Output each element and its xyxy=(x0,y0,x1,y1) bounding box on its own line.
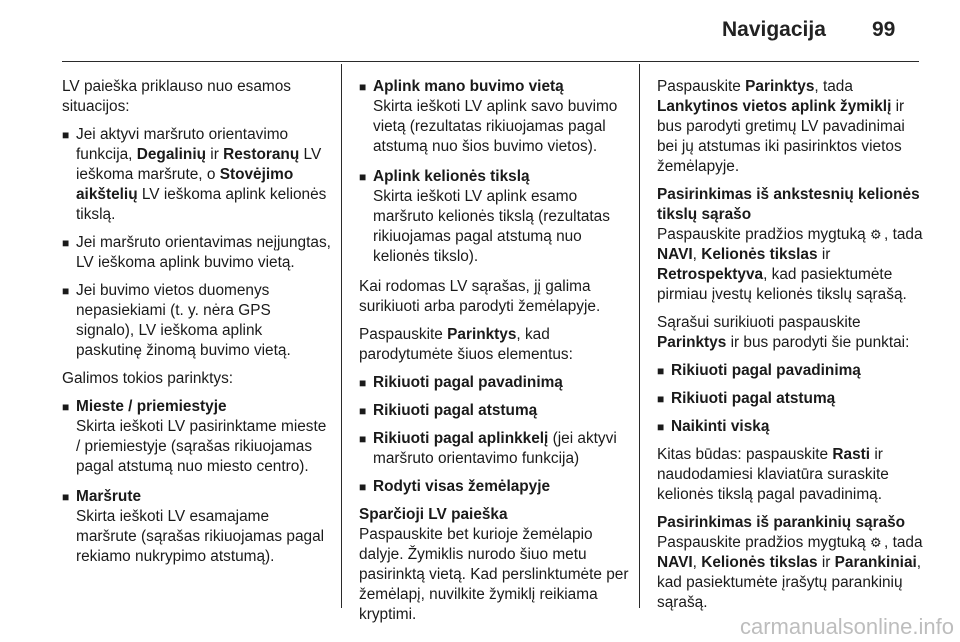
paragraph: Sąrašui surikiuoti paspauskite Parinktys ir bus parodyti šie punktai: xyxy=(657,314,910,351)
list-item: ■ Aplink mano buvimo vietą Skirta ieškoti LV aplink savo buvimo vietą (rezultatas rikiuojamas pagal atstumą nuo šios buvimo vietos). xyxy=(359,77,631,157)
list-item: ■ Rikiuoti pagal atstumą xyxy=(359,401,631,421)
watermark: carmanualsonline.info xyxy=(739,614,954,639)
list-item: ■ Jei buvimo vietos duomenys nepasiekiami (t. y. nėra GPS signalo), LV ieškoma aplink paskutinę žinomą buvimo vietą. xyxy=(62,281,332,361)
column-1 xyxy=(62,77,332,577)
options-list xyxy=(62,397,332,567)
paragraph: Kai rodomas LV sąrašas, jį galima surikiuoti arba parodyti žemėlapyje. xyxy=(359,278,601,315)
options-list xyxy=(359,77,631,267)
paragraph: Paspauskite pradžios mygtuką ⚙ , tada NAVI, Kelionės tikslas ir Parankiniai, kad pasiektumėte įrašytų parankinių sąrašą. xyxy=(657,534,923,611)
list-item: ■ Rikiuoti pagal pavadinimą xyxy=(657,361,929,381)
list-item: ■ Rikiuoti pagal aplinkkelį (jei aktyvi maršruto orientavimo funkcija) xyxy=(359,429,631,469)
paragraph: Kitas būdas: paspauskite Rasti ir naudodamiesi klaviatūra suraskite kelionės tikslą pagal pavadinimą. xyxy=(657,446,889,503)
page-number: 99 xyxy=(872,18,896,41)
section-heading: Pasirinkimas iš parankinių sąrašo xyxy=(657,514,906,531)
list-item: ■ Rikiuoti pagal atstumą xyxy=(657,389,929,409)
favourites-section xyxy=(657,513,929,613)
page-header xyxy=(0,0,960,56)
list-item: ■ Naikinti viską xyxy=(657,417,929,437)
history-section xyxy=(657,185,929,305)
paragraph: Paspauskite bet kurioje žemėlapio dalyje. Žymiklis nurodo šiuo metu pasirinktą vietą. Kad perslinktumėte per žemėlapį, nuvilkite žymiklį reikiama kryptimi. xyxy=(359,526,629,623)
section-title: Navigacija xyxy=(722,18,826,41)
home-gear-icon: ⚙ xyxy=(870,535,882,550)
list-item: ■ Rodyti visas žemėlapyje xyxy=(359,477,631,497)
list-item: ■ Jei aktyvi maršruto orientavimo funkcija, Degalinių ir Restoranų LV ieškoma maršrute, o Stovėjimo aikštelių LV ieškoma aplink kelionės tikslą. xyxy=(62,125,332,225)
list-item: ■ Maršrute Skirta ieškoti LV esamajame maršrute (sąrašas rikiuojamas pagal rekiamo nukrypimo atstumą). xyxy=(62,487,332,567)
paragraph: Paspauskite Parinktys, kad parodytumėte šiuos elementus: xyxy=(359,326,573,363)
column-divider-1 xyxy=(341,64,342,608)
column-3 xyxy=(657,77,929,621)
section-heading: Sparčioji LV paieška xyxy=(359,506,508,523)
header-rule xyxy=(62,61,919,62)
sort-options-list xyxy=(359,373,631,497)
list-item: ■ Mieste / priemiestyje Skirta ieškoti LV pasirinktame mieste / priemiestyje (sąrašas rikiuojamas pagal atstumą nuo miesto centro). xyxy=(62,397,332,477)
intro-text: LV paieška priklauso nuo esamos situacijos: xyxy=(62,78,291,115)
history-options-list xyxy=(657,361,929,437)
section-heading: Pasirinkimas iš ankstesnių kelionės tikslų sąrašo xyxy=(657,186,920,223)
column-divider-2 xyxy=(639,64,640,608)
home-gear-icon: ⚙ xyxy=(870,227,882,242)
options-intro: Galimos tokios parinktys: xyxy=(62,370,234,387)
list-item: ■ Aplink kelionės tikslą Skirta ieškoti LV aplink esamo maršruto kelionės tikslą (rezultatas rikiuojamas pagal atstumą nuo kelionės tikslo). xyxy=(359,167,631,267)
list-item: ■ Rikiuoti pagal pavadinimą xyxy=(359,373,631,393)
quick-search-section xyxy=(359,505,631,625)
situation-list xyxy=(62,125,332,361)
column-2 xyxy=(359,77,631,633)
list-item: ■ Jei maršruto orientavimas neįjungtas, LV ieškoma aplink buvimo vietą. xyxy=(62,233,332,273)
paragraph: Paspauskite Parinktys, tada Lankytinos vietos aplink žymiklį ir bus parodyti gretimų LV pavadinimai bei jų atstumas iki pasirinktos vietos žemėlapyje. xyxy=(657,78,905,175)
paragraph: Paspauskite pradžios mygtuką ⚙ , tada NAVI, Kelionės tikslas ir Retrospektyva, kad pasiektumėte pirmiau įvestų kelionės tikslų sąrašą. xyxy=(657,226,923,303)
